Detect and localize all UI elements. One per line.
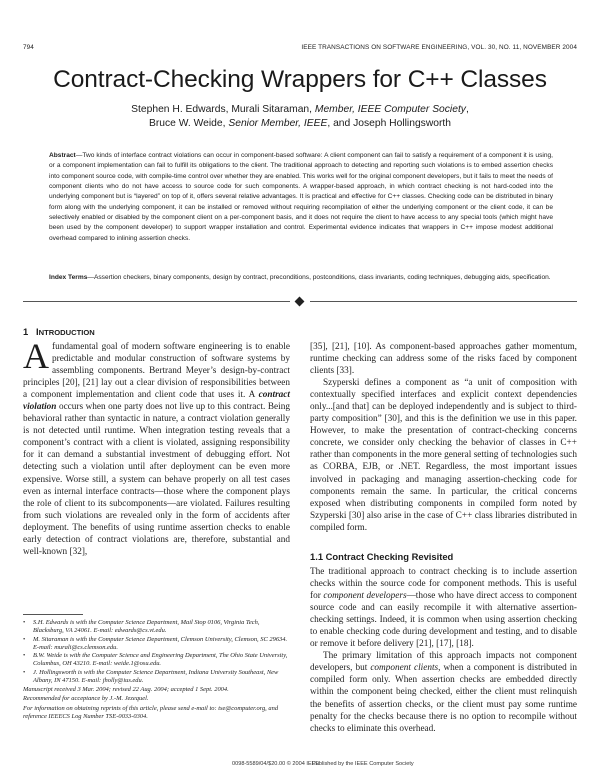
affiliation-item: • S.H. Edwards is with the Computer Science Department, Mail Stop 0106, Virginia Tech, Blacksburg, VA 24061. E-mail: edwards@cs.vt.edu. <box>23 619 260 635</box>
affiliation-list <box>23 619 290 685</box>
term-contract-violation: contract violation <box>23 390 290 413</box>
szyperski-paragraph: Szyperski defines a component as “a unit of composition with contextually specified interfaces and explicit context dependencies only...[and that] can be deployed independently and is subject to third-party composition” [30], and this is the definition we use in this paper. However, to make the presentation of contract-checking concerns concrete, we consider only checking the behavior of classes in C++ rather than components in the more general setting of technologies such as CORBA, EJB, or .NET. Regardless, the most important issues involved in packaging and managing assertion-checking code for components remain the same. In particular, the critical concerns exposed when distributing components in compiled form noted by Szyperski [30] also arise in the case of C++ class libraries distributed in compiled form. <box>310 378 577 533</box>
author-names-2: , and Joseph Hollingsworth <box>327 118 451 129</box>
term-component-clients: component clients <box>370 663 439 674</box>
bullet-icon: • <box>23 619 26 626</box>
footnote-rule <box>23 614 83 615</box>
limitation-paragraph: The primary limitation of this approach impacts not component developers, but component clients, when a component is distributed in compiled form only. When assertion checks are embedded directly within the component being checked, either the client must relinquish the benefits of assertion checks, or the client must pay some runtime penalty for the checks because there is no option to recompile without checks to eliminate this overhead. <box>310 651 577 734</box>
section-number: 1 <box>23 326 29 337</box>
author-line-1-end: , <box>465 104 469 115</box>
bullet-icon: • <box>23 668 26 676</box>
author-role-2: Senior Member, IEEE <box>228 118 328 129</box>
term-component-developers: component developers <box>323 591 407 602</box>
bullet-icon: • <box>23 652 26 659</box>
page-number: 794 <box>23 44 34 51</box>
section-title-rest: NTRODUCTION <box>38 328 95 337</box>
author-names-1: Stephen H. Edwards, Murali Sitaraman, <box>131 104 315 115</box>
index-terms <box>49 273 553 283</box>
separator-right <box>310 301 577 302</box>
right-column-lower <box>310 566 577 735</box>
index-terms-text: —Assertion checkers, binary components, design by contract, preconditions, postconditions, class invariants, coding techniques, debugging aids, specification. <box>87 274 551 281</box>
intro-paragraph <box>23 336 290 558</box>
abstract-label: Abstract <box>49 152 76 159</box>
intro-text-b: occurs when one party does not live up to this contract. Being behavioral rather than syntactic in nature, a contract violation generally is not detected until runtime. When integration testing reveals that a component’s contract with a client is violated, assigning responsibility for it can demand a substantial investment of debugging effort. Not detecting such a violation until after deployment can be even more expensive. Worse still, a system can behave properly on all test cases even as internal interface contracts—those where the component plays the role of client to its subcomponents—are violated. Failures resulting from such violations are revealed only in the form of accidents after deployment. The benefits of using runtime assertion checks to enable early detection of contract violations are, therefore, substantial and well-known [32], <box>23 402 290 557</box>
separator-left <box>23 301 290 302</box>
affiliation-item: • J. Hollingsworth is with the Computer Science Department, Indiana University Southeast, New Albany, IN 47150. E-mail: jholly@ius.edu. <box>23 668 279 684</box>
publisher-line: Published by the IEEE Computer Society <box>312 761 414 767</box>
affiliation-item: • B.W. Weide is with the Computer Science and Engineering Department, The Ohio State University, Columbus, OH 43210. E-mail: weide.1@osu.edu. <box>23 652 288 668</box>
abstract-text: —Two kinds of interface contract violations can occur in component-based software: A client component can fail to satisfy a requirement of a component it is using, or a component implementation can fail to fulfill its obligations to the client. The traditional approach to detecting and reporting such violations is to embed assertion checks into component source code, with compile-time control over whether they are enabled. This works well for the original component developers, but it fails to meet the needs of component clients who do not have access to source code for such components. A wrapper-based approach, in which contract checking is not hard-coded into the underlying component but is “layered” on top of it, offers several relative advantages. It is practical and effective for C++ classes. Checking code can be distributed in binary form along with the underlying component, it can be installed or removed without requiring recompilation of either the underlying component or the client code, it can be selectively enabled or disabled by the component client on a per-component basis, and it does not require the client to have access to any special tools (which might have been used by the component developer) to support wrapper installation and control. Experimental evidence indicates that wrappers in C++ impose modest additional overhead compared to inlining assertion checks. <box>49 152 553 242</box>
drop-cap: A <box>23 336 49 376</box>
paper-title: Contract-Checking Wrappers for C++ Classes <box>53 66 547 93</box>
bullet-icon: • <box>23 635 26 643</box>
right-paragraph-1: [35], [21], [10]. As component-based approaches gather momentum, runtime checking can address some of the risks faced by component clients [33]. <box>310 342 577 377</box>
author-role-1: Member, IEEE Computer Society <box>314 104 466 115</box>
separator-diamond-icon <box>295 297 305 307</box>
manuscript-dates: Manuscript received 3 Mar. 2004; revised 22 Aug. 2004; accepted 1 Sept. 2004. <box>23 686 229 693</box>
index-terms-label: Index Terms <box>49 274 88 281</box>
left-column <box>23 336 290 558</box>
reprints-info: For information on obtaining reprints of this article, please send e-mail to: tse@computer.org, and reference IEEECS Log Number TSE-0033-0304. <box>23 704 279 720</box>
recommended-by: Recommended for acceptance by J.-M. Jezequel. <box>23 695 149 703</box>
author-name-weide: Bruce W. Weide, <box>148 118 229 129</box>
subsection-heading: 1.1 Contract Checking Revisited <box>310 551 454 562</box>
affiliation-item: • M. Sitaraman is with the Computer Science Department, Clemson University, Clemson, SC 29634. E-mail: murali@cs.clemson.edu. <box>23 635 288 651</box>
right-column <box>310 341 577 534</box>
journal-header: IEEE TRANSACTIONS ON SOFTWARE ENGINEERING, VOL. 30, NO. 11, NOVEMBER 2004 <box>301 44 577 51</box>
footnotes <box>23 619 290 721</box>
author-line-2 <box>0 118 600 129</box>
issn-line: 0098-5589/04/$20.00 © 2004 IEEE <box>232 761 320 767</box>
traditional-approach-paragraph: The traditional approach to contract checking is to include assertion checks within the source code for component methods. This is useful for component developers—those who have direct access to component source code and can easily recompile it with alternative assertion-checking settings. Indeed, it is common when using assertion checking to enable checking code during development and testing, and to disable or remove it before delivery [21], [17], [18]. <box>310 567 577 650</box>
section-title-initial: I <box>36 326 39 337</box>
intro-text-a: fundamental goal of modern software engineering is to enable predictable and modular construction of software systems by assembling components. Bertrand Meyer’s design-by-contract principles [20], [21] lay out a clear division of responsibilities between a component implementation and client code that uses it. A <box>23 342 290 401</box>
abstract <box>49 151 553 244</box>
author-line-1 <box>0 104 600 115</box>
